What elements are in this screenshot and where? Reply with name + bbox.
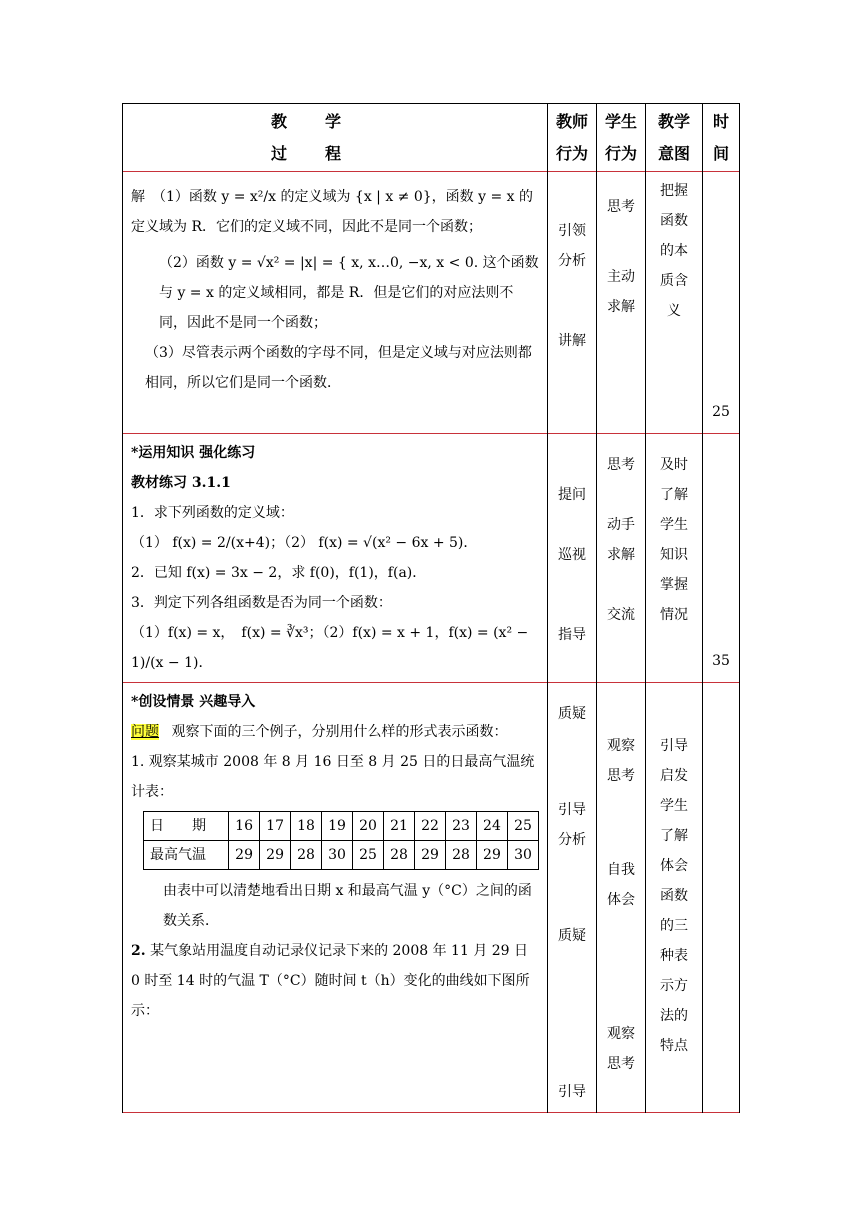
day-cell: 19 xyxy=(322,812,353,841)
row3-intent-10: 示方 xyxy=(660,978,688,994)
row3-intent-6: 体会 xyxy=(660,858,688,874)
solution-p1: 解 （1）函数 y = x²/x 的定义域为 {x | x ≠ 0}，函数 y = x 的定义域为 R．它们的定义域不同，因此不是同一个函数； xyxy=(131,189,534,235)
row2-teacher-6: 指导 xyxy=(558,627,586,643)
row2-teacher-5 xyxy=(554,570,590,600)
row3-time xyxy=(703,683,740,1113)
row3-intent-2: 引导 xyxy=(660,738,688,754)
day-cell: 25 xyxy=(507,812,538,841)
row3-teacher-8: 质疑 xyxy=(558,928,586,944)
temperature-table xyxy=(143,811,539,870)
temp-cell: 30 xyxy=(507,841,538,870)
row2-intent-1: 及时 xyxy=(660,457,688,473)
practice-subtitle: 教材练习 3.1.1 xyxy=(131,475,231,491)
row2-teacher-1 xyxy=(554,438,590,468)
row2-teacher-3 xyxy=(554,510,590,540)
day-cell: 17 xyxy=(260,812,291,841)
row-practice xyxy=(123,434,740,683)
row3-teacher-4: 引导 xyxy=(558,802,586,818)
row3-student-11: 观察 xyxy=(607,1026,635,1042)
practice-cell xyxy=(123,434,548,683)
temp-cell: 28 xyxy=(384,841,415,870)
row3-teacher-3 xyxy=(554,759,590,789)
row3-intent xyxy=(646,683,703,1113)
row3-intent-12: 特点 xyxy=(660,1038,688,1054)
row3-teacher-13: 引导 xyxy=(558,1084,586,1100)
row3-student-9 xyxy=(603,945,639,975)
header-time xyxy=(703,104,740,172)
practice-q1: 1．求下列函数的定义域： xyxy=(131,505,294,521)
row1-intent-3: 的本 xyxy=(660,243,688,259)
row1-teacher-4: 讲解 xyxy=(558,333,586,349)
row3-student-1 xyxy=(603,687,639,717)
temps-label: 最高气温 xyxy=(144,841,229,870)
header-teacher-1: 教师 xyxy=(555,112,588,131)
solution-cell xyxy=(123,172,548,434)
row1-student-2 xyxy=(603,222,639,252)
row3-intent-4: 学生 xyxy=(660,798,688,814)
day-cell: 24 xyxy=(476,812,507,841)
row3-student-3: 思考 xyxy=(607,768,635,784)
practice-q1a: （1） f(x) = 2/(x+4)；（2） f(x) = √(x² − 6x + 5)． xyxy=(131,535,478,551)
row2-intent xyxy=(646,434,703,683)
row3-student-7: 体会 xyxy=(607,892,635,908)
row1-teacher-3 xyxy=(554,276,590,306)
lesson-plan-sheet xyxy=(122,103,739,1113)
intro-ex2 xyxy=(131,936,539,1026)
header-student-2: 行为 xyxy=(604,144,637,163)
day-cell: 16 xyxy=(229,812,260,841)
row2-intent-2: 了解 xyxy=(660,487,688,503)
temp-cell: 25 xyxy=(353,841,384,870)
question-text: 观察下面的三个例子，分别用什么样的形式表示函数： xyxy=(171,724,508,740)
row2-student-6: 交流 xyxy=(607,607,635,623)
row2-student-3: 动手 xyxy=(607,517,635,533)
practice-q3: 3．判定下列各组函数是否为同一个函数： xyxy=(131,595,392,611)
row1-intent-2: 函数 xyxy=(660,213,688,229)
practice-q2: 2．已知 f(x) = 3x − 2，求 f(0)，f(1)，f(a)． xyxy=(131,565,427,581)
row3-teacher-5: 分析 xyxy=(558,832,586,848)
row3-teacher-7 xyxy=(554,885,590,915)
row3-student-4 xyxy=(603,791,639,821)
row3-student-12: 思考 xyxy=(607,1056,635,1072)
row1-student xyxy=(597,172,646,434)
day-cell: 18 xyxy=(291,812,322,841)
row2-student xyxy=(597,434,646,683)
row3-teacher-12 xyxy=(554,1041,590,1071)
intro-question xyxy=(131,717,539,747)
temp-row-dates xyxy=(144,812,539,841)
row3-teacher-2 xyxy=(554,729,590,759)
row3-intent-5: 了解 xyxy=(660,828,688,844)
row2-student-1: 思考 xyxy=(607,457,635,473)
row3-teacher xyxy=(548,683,597,1113)
header-time-2: 间 xyxy=(712,144,729,163)
row-intro xyxy=(123,683,740,1113)
ex2-text: 某气象站用温度自动记录仪记录下来的 2008 年 11 月 29 日 0 时至 14 时的气温 T（°C）随时间 t（h）变化的曲线如下图所示： xyxy=(131,943,530,1019)
row1-intent-1: 把握 xyxy=(660,183,688,199)
row-solution xyxy=(123,172,740,434)
header-time-1: 时 xyxy=(712,112,729,131)
row3-teacher-6 xyxy=(554,855,590,885)
temp-cell: 29 xyxy=(260,841,291,870)
row2-intent-3: 学生 xyxy=(660,517,688,533)
day-cell: 23 xyxy=(445,812,476,841)
header-student-1: 学生 xyxy=(604,112,637,131)
row3-student-6: 自我 xyxy=(607,862,635,878)
solution-p2: （2）函数 y = √x² = |x| = { x, x…0, −x, x < 0. 这个函数与 y = x 的定义域相同，都是 R．但是它们的对应法则不同，因此不是同一个函数； xyxy=(159,255,539,331)
lesson-table xyxy=(122,103,740,1113)
row1-student-3: 主动 xyxy=(607,269,635,285)
ex2-number: 2. xyxy=(131,943,146,959)
temp-cell: 29 xyxy=(476,841,507,870)
row1-intent-4: 质含 xyxy=(660,273,688,289)
row2-intent-5: 掌握 xyxy=(660,577,688,593)
temp-cell: 28 xyxy=(445,841,476,870)
row3-student-8 xyxy=(603,915,639,945)
row2-student-5 xyxy=(603,570,639,600)
row3-teacher-9 xyxy=(554,951,590,981)
temp-row-values xyxy=(144,841,539,870)
question-tag: 问题 xyxy=(131,724,159,740)
row3-student-2: 观察 xyxy=(607,738,635,754)
row3-teacher-10 xyxy=(554,981,590,1011)
row3-intent-3: 启发 xyxy=(660,768,688,784)
temp-cell: 29 xyxy=(229,841,260,870)
intro-after-table: 由表中可以清楚地看出日期 x 和最高气温 y（°C）之间的函数关系． xyxy=(163,883,532,929)
temp-cell: 28 xyxy=(291,841,322,870)
header-process-line2: 过 程 xyxy=(271,144,344,163)
row1-teacher-2: 分析 xyxy=(558,253,586,269)
intro-title: *创设情景 兴趣导入 xyxy=(131,694,256,710)
header-teacher xyxy=(548,104,597,172)
row2-student-2 xyxy=(603,480,639,510)
day-cell: 21 xyxy=(384,812,415,841)
intro-cell xyxy=(123,683,548,1113)
row3-intent-7: 函数 xyxy=(660,888,688,904)
practice-title: *运用知识 强化练习 xyxy=(131,445,256,461)
row1-student-1: 思考 xyxy=(607,199,635,215)
header-intent-1: 教学 xyxy=(657,112,690,131)
intro-ex1: 1. 观察某城市 2008 年 8 月 16 日至 8 月 25 日的日最高气温统计表： xyxy=(131,754,535,800)
row2-teacher-2: 提问 xyxy=(558,487,586,503)
row3-intent-1 xyxy=(652,687,696,717)
header-intent xyxy=(646,104,703,172)
row1-student-4: 求解 xyxy=(607,299,635,315)
temp-cell: 29 xyxy=(415,841,446,870)
header-intent-2: 意图 xyxy=(657,144,690,163)
row2-intent-6: 情况 xyxy=(660,607,688,623)
row3-teacher-11 xyxy=(554,1011,590,1041)
row1-teacher xyxy=(548,172,597,434)
row2-student-4: 求解 xyxy=(607,547,635,563)
row1-intent xyxy=(646,172,703,434)
practice-q3a: （1）f(x) = x， f(x) = ∛x³；（2）f(x) = x + 1，f(x) = (x² − 1)/(x − 1)． xyxy=(131,625,529,671)
header-process-line1: 教 学 xyxy=(271,112,344,131)
solution-p3: （3）尽管表示两个函数的字母不同，但是定义域与对应法则都相同，所以它们是同一个函数． xyxy=(145,345,532,391)
row3-student-10 xyxy=(603,975,639,1005)
header-process xyxy=(123,104,548,172)
row3-teacher-1: 质疑 xyxy=(558,706,586,722)
row3-student-5 xyxy=(603,821,639,851)
row1-intent-5: 义 xyxy=(667,303,681,319)
temp-cell: 30 xyxy=(322,841,353,870)
row2-teacher xyxy=(548,434,597,683)
day-cell: 20 xyxy=(353,812,384,841)
row3-intent-9: 种表 xyxy=(660,948,688,964)
row2-intent-4: 知识 xyxy=(660,547,688,563)
row2-teacher-4: 巡视 xyxy=(558,547,586,563)
header-row xyxy=(123,104,740,172)
row1-teacher-1: 引领 xyxy=(558,223,586,239)
day-cell: 22 xyxy=(415,812,446,841)
row2-time: 35 xyxy=(703,434,740,683)
row3-intent-8: 的三 xyxy=(660,918,688,934)
header-teacher-2: 行为 xyxy=(555,144,588,163)
dates-label: 日 期 xyxy=(144,812,229,841)
row3-student xyxy=(597,683,646,1113)
row3-intent-11: 法的 xyxy=(660,1008,688,1024)
row1-time: 25 xyxy=(703,172,740,434)
header-student xyxy=(597,104,646,172)
